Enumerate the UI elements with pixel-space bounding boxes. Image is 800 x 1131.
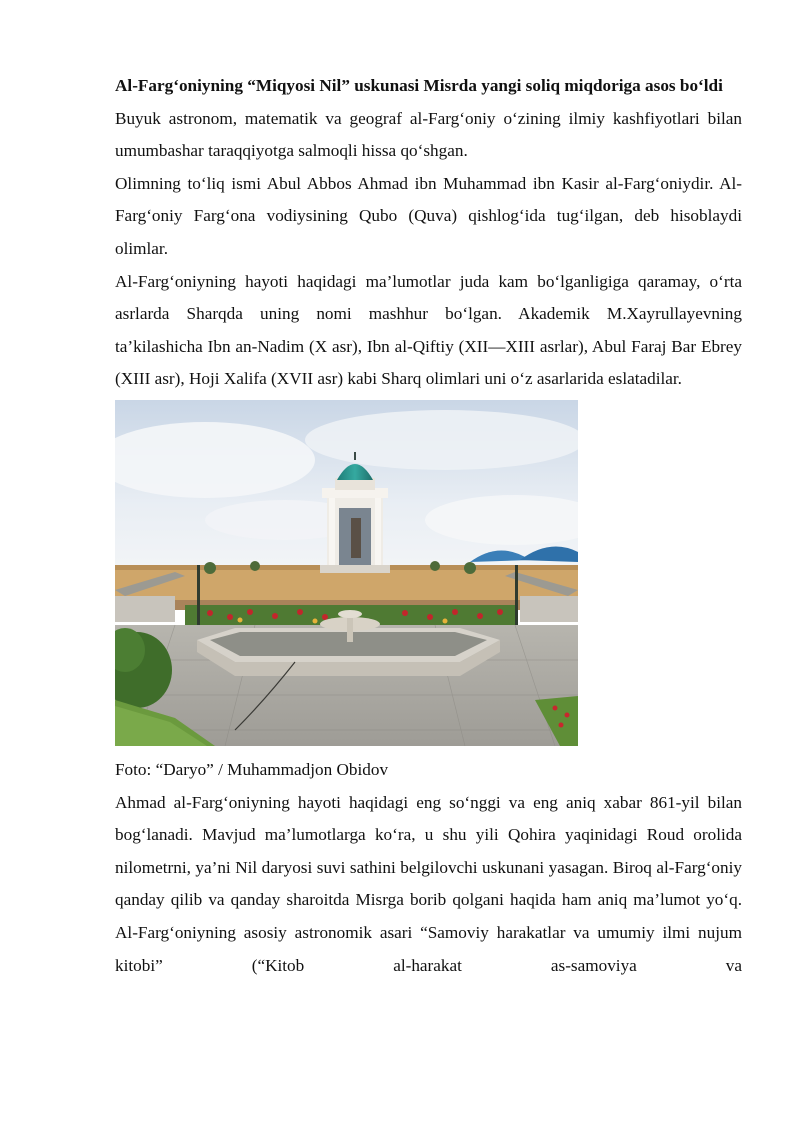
- photo-caption: Foto: “Daryo” / Muhammadjon Obidov: [115, 759, 389, 779]
- document-page: [115, 70, 742, 982]
- monument-photo: [115, 400, 578, 746]
- article-title: Al-Farg‘oniyning “Miqyosi Nil” uskunasi Misrda yangi soliq miqdoriga asos bo‘ldi: [115, 76, 723, 95]
- paragraph-full-name: Olimning to‘liq ismi Abul Abbos Ahmad ibn Muhammad ibn Kasir al-Farg‘oniydir. Al-Farg‘oniy Farg‘ona vodiysining Qubo (Quva) qishlog‘ida tug‘ilgan, deb hisoblaydi olimlar.: [115, 173, 742, 258]
- paragraph-nilometer: Ahmad al-Farg‘oniyning hayoti haqidagi eng so‘nggi va eng aniq xabar 861-yil bilan bog‘lanadi. Mavjud ma’lumotlarga ko‘ra, u shu yili Qohira yaqinidagi Roud orolida nilometrni, ya’ni Nil daryosi suvi sathini belgilovchi uskunani yasagan. Biroq al-Farg‘oniy qanday qilib va qanday sharoitda Misrga borib qolgani haqida ham aniq ma’lumot yo‘q. Al-Farg‘oniyning asosiy astronomik asari “Samoviy harakatlar va umumiy ilmi nujum kitobi” (“Kitob al-harakat as-samoviya va: [115, 792, 742, 975]
- paragraph-sources: Al-Farg‘oniyning hayoti haqidagi ma’lumotlar juda kam bo‘lganligiga qaramay, o‘rta asrlarda Sharqda uning nomi mashhur bo‘lgan. Akademik M.Xayrullayevning ta’kilashicha Ibn an-Nadim (X asr), Ibn al-Qiftiy (XII—XIII asrlar), Abul Faraj Bar Ebrey (XIII asr), Hoji Xalifa (XVII asr) kabi Sharq olimlari uni o‘z asarlarida eslatadilar.: [115, 271, 742, 389]
- paragraph-intro: Buyuk astronom, matematik va geograf al-Farg‘oniy o‘zining ilmiy kashfiyotlari bilan umumbashar taraqqiyotga salmoqli hissa qo‘shgan.: [115, 108, 742, 161]
